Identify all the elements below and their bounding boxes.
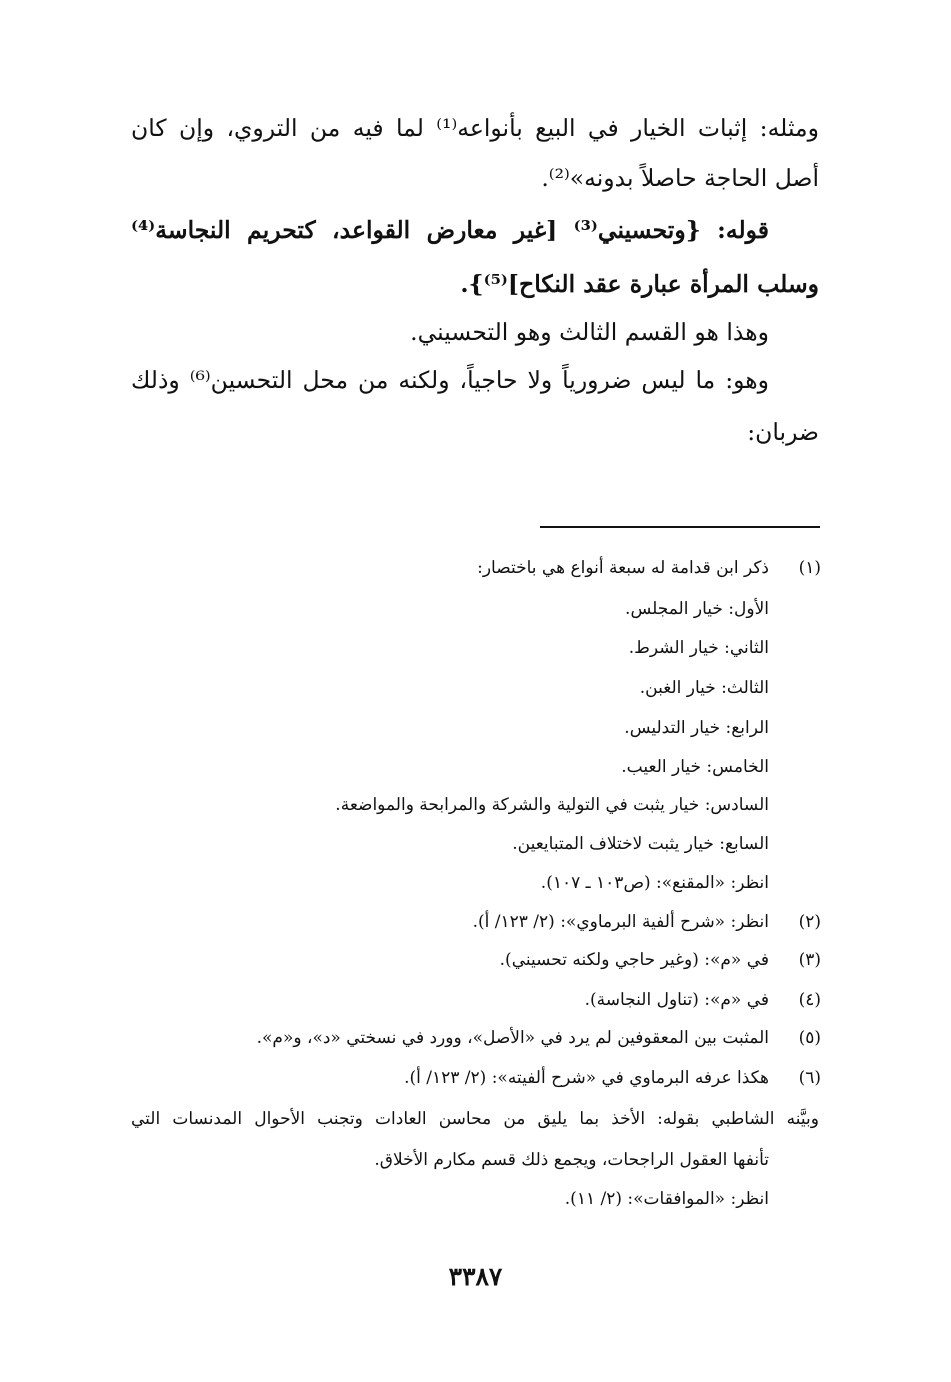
footnote-5: المثبت بين المعقوفين لم يرد في «الأصل»، وورد في نسختي «د»، و«م». xyxy=(256,1028,769,1048)
footnote-2: انظر: «شرح ألفية البرماوي»: (٢/ ١٢٣/ أ). xyxy=(472,912,769,932)
footnote-1-line-3: الثاني: خيار الشرط. xyxy=(628,638,769,658)
body-line-4-heading: وسلب المرأة عبارة عقد النكاح]⁽⁵⁾}. xyxy=(460,270,819,298)
body-line-5: وهذا هو القسم الثالث وهو التحسيني. xyxy=(410,318,769,346)
footnote-1-line-9: انظر: «المقنع»: (ص١٠٣ ـ ١٠٧). xyxy=(540,873,769,893)
footnote-number-4: (٤) xyxy=(798,990,821,1010)
footnote-number-2: (٢) xyxy=(798,912,821,932)
footnote-1-line-2: الأول: خيار المجلس. xyxy=(625,599,769,619)
footnote-6-line-4: انظر: «الموافقات»: (٢/ ١١). xyxy=(564,1189,769,1209)
footnote-1-line-5: الرابع: خيار التدليس. xyxy=(624,718,769,738)
footnote-6-line-2: وبيَّنه الشاطبي بقوله: الأخذ بما يليق من محاسن العادات وتجنب الأحوال المدنسات التي xyxy=(131,1109,819,1129)
footnote-number-6: (٦) xyxy=(798,1068,821,1088)
page-number: ٣٣٨٧ xyxy=(448,1262,503,1291)
body-line-7: ضربان: xyxy=(747,418,819,446)
footnote-1-line-4: الثالث: خيار الغبن. xyxy=(639,678,769,698)
body-line-3-heading: قوله: {وتحسيني⁽³⁾ [غير معارض القواعد، كتحريم النجاسة⁽⁴⁾ xyxy=(131,216,769,244)
body-line-6: وهو: ما ليس ضرورياً ولا حاجياً، ولكنه من محل التحسين⁽⁶⁾ وذلك xyxy=(131,366,769,394)
footnote-3: في «م»: (وغير حاجي ولكنه تحسيني). xyxy=(499,950,769,970)
footnote-separator xyxy=(540,526,820,528)
footnote-1-line-8: السابع: خيار يثبت لاختلاف المتبايعين. xyxy=(512,834,769,854)
footnote-6-line-1: هكذا عرفه البرماوي في «شرح ألفيته»: (٢/ ١٢٣/ أ). xyxy=(404,1068,769,1088)
footnote-1-line-1: ذكر ابن قدامة له سبعة أنواع هي باختصار: xyxy=(477,558,769,578)
body-line-1: ومثله: إثبات الخيار في البيع بأنواعه⁽¹⁾ لما فيه من التروي، وإن كان xyxy=(131,114,819,142)
footnote-1-line-6: الخامس: خيار العيب. xyxy=(621,757,769,777)
footnote-6-line-3: تأنفها العقول الراجحات، ويجمع ذلك قسم مكارم الأخلاق. xyxy=(374,1150,769,1170)
footnote-number-1: (١) xyxy=(798,558,821,578)
footnote-number-3: (٣) xyxy=(798,950,821,970)
footnote-number-5: (٥) xyxy=(798,1028,821,1048)
body-line-2: أصل الحاجة حاصلاً بدونه»⁽²⁾. xyxy=(541,164,819,192)
footnote-4: في «م»: (تناول النجاسة). xyxy=(584,990,769,1010)
footnote-1-line-7: السادس: خيار يثبت في التولية والشركة والمرابحة والمواضعة. xyxy=(335,795,769,815)
